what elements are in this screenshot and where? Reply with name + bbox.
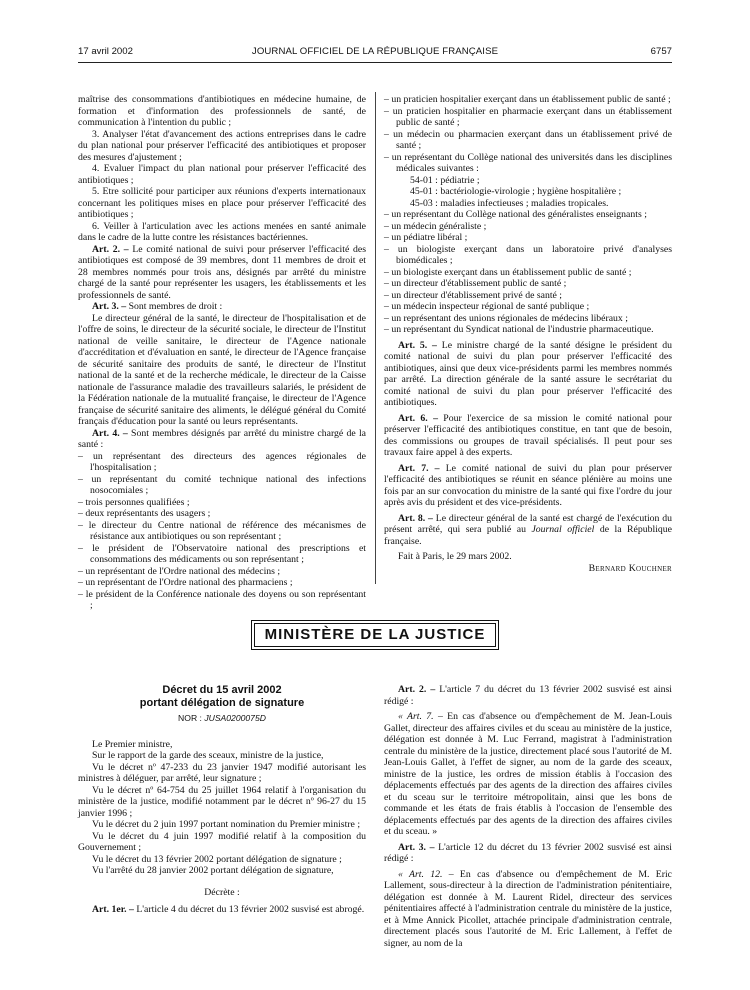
article-5 (384, 340, 672, 409)
list-item: – un représentant du Collège national des universités dans les disciplines médicales suivantes : (384, 151, 672, 174)
article-text: Pour l'exercice de sa mission le comité national pour préserver l'efficacité des antibiotiques constitue, en tant que de besoin, des commissions ou groupes de travail spécialisés. Il peut pour ses travaux faire appel à des experts. (384, 412, 672, 458)
list-item: – un représentant des unions régionales de médecins libéraux ; (384, 312, 628, 324)
article-6 (384, 413, 672, 459)
quoted-article-label: « Art. 12. – (398, 868, 454, 880)
list-item: – un biologiste exerçant dans un établissement public de santé ; (384, 266, 632, 278)
article-1 (78, 904, 366, 916)
quoted-article-label: « Art. 7. – (398, 711, 443, 722)
nor-code: JUSA0200075D (204, 713, 266, 723)
visa-item: Vu le décret du 2 juin 1997 portant nomination du Premier ministre ; (92, 819, 361, 830)
visa-item: Sur le rapport de la garde des sceaux, ministre de la justice, (92, 750, 324, 761)
visa-item: Vu l'arrêté du 28 janvier 2002 portant délégation de signature, (92, 865, 334, 876)
visa-item: Vu le décret nº 47-233 du 23 janvier 1947 modifié autorisant les ministres à déléguer, par arrêté, leur signature ; (78, 761, 366, 784)
article-text: Sont membres de droit : (126, 301, 223, 312)
article-2 (78, 244, 366, 302)
visa-item: Vu le décret du 4 juin 1997 modifié relatif à la composition du Gouvernement ; (78, 830, 366, 853)
decree-title: Décret du 15 avril 2002 (162, 684, 282, 696)
article-label: Art. 8. – (398, 512, 433, 524)
quoted-article-text: En cas d'absence ou d'empêchement de M. Eric Lallement, sous-directeur à la direction de l'administration pénitentiaire, délégation est donnée à M. Laurent Ridel, directeur des services pénitentiaires affecté à l'administration centrale du ministère de la justice, et à Mme Annick Picollet, attachée principale d'administration centrale, directement placés sous l'autorité de M. Eric Lallement, à l'effet de signer, au nom de la (384, 868, 672, 949)
list-item: – trois personnes qualifiées ; (78, 496, 190, 508)
list-item: – un représentant du Syndicat national de l'industrie pharmaceutique. (384, 324, 654, 335)
visa-item: Le Premier ministre, (92, 738, 173, 750)
decrete-heading: Décrète : (204, 886, 240, 898)
list-item: – un représentant des directeurs des agences régionales de l'hospitalisation ; (78, 450, 366, 473)
signing-place-date: Fait à Paris, le 29 mars 2002. (398, 551, 512, 562)
list-item: – un médecin ou pharmacien exerçant dans un établissement privé de santé ; (384, 128, 672, 151)
header-journal-title: JOURNAL OFFICIEL DE LA RÉPUBLIQUE FRANÇAISE (251, 46, 499, 57)
visa-item: Vu le décret du 13 février 2002 portant délégation de signature ; (92, 853, 342, 865)
list-item: – le directeur du Centre national de référence des mécanismes de résistance aux antibiotiques ou son représentant ; (78, 519, 366, 542)
list-item: – un directeur d'établissement public de santé ; (384, 278, 567, 289)
ministry-heading (251, 620, 499, 650)
paragraph: 4. Evaluer l'impact du plan national pour préserver l'efficacité des antibiotiques ; (78, 163, 366, 186)
discipline-item: 45-01 : bactériologie-virologie ; hygiène hospitalière ; (410, 186, 622, 197)
list-item: – deux représentants des usagers ; (78, 508, 211, 519)
nor-label: NOR : (178, 713, 205, 723)
list-item: – un pédiatre libéral ; (384, 232, 468, 243)
list-item: – un représentant du comité technique national des infections nosocomiales ; (78, 473, 366, 496)
paragraph: 6. Veiller à l'articulation avec les actions menées en santé animale dans le cadre de la lutte contre les résistances bactériennes. (78, 220, 366, 243)
top-right-column (384, 94, 672, 574)
list-item: – le président de la Conférence nationale des doyens ou son représentant ; (78, 588, 366, 611)
paragraph: Le directeur général de la santé, le directeur de l'hospitalisation et de l'offre de soins, le directeur de la sécurité sociale, le directeur de l'Institut national de veille sanitaire, le directeur de l'Agence nationale d'accréditation et d'évaluation en santé, le directeur de l'Agence française de sécurité sanitaire des produits de santé, le directeur de l'Institut national de la santé et de la recherche médicale, le directeur de la Caisse nationale de l'assurance maladie des travailleurs salariés, le président de la Fédération nationale de la mutualité française, le directeur de l'Agence française de sécurité sanitaire des aliments, le délégué général du Comité français d'éducation pour la santé ou leurs représentants. (78, 312, 366, 427)
list-item: – un représentant du Collège national des généralistes enseignants ; (384, 209, 647, 220)
list-item: – un médecin généraliste ; (384, 220, 487, 232)
article-label: Art. 4. – (92, 427, 128, 439)
article-label: Art. 6. – (398, 412, 438, 424)
header-rule (78, 62, 672, 63)
list-item: – un biologiste exerçant dans un laboratoire privé d'analyses biomédicales ; (384, 243, 672, 266)
article-label: Art. 3. – (92, 301, 127, 312)
decree-subtitle: portant délégation de signature (139, 696, 305, 709)
bottom-left-column (78, 684, 366, 916)
article-text: L'article 12 du décret du 13 février 2002 susvisé est ainsi rédigé : (384, 841, 672, 864)
article-text: Le directeur général de la santé est chargé de l'exécution du présent arrêté, qui sera publié au (384, 512, 672, 535)
list-item: – un praticien hospitalier en pharmacie exerçant dans un établissement public de santé ; (384, 105, 672, 128)
signatory-name: Bernard Kouchner (588, 562, 672, 574)
bottom-right-column (384, 684, 672, 949)
article-7 (384, 463, 672, 509)
list-item: – un directeur d'établissement privé de santé ; (384, 289, 563, 301)
paragraph: 5. Etre sollicité pour participer aux réunions d'experts internationaux concernant les politiques mises en place pour préserver l'efficacité des antibiotiques ; (78, 186, 366, 220)
quoted-article-text: En cas d'absence ou d'empêchement de M. Jean-Louis Gallet, directeur des affaires civiles et du sceau au ministère de la justice, délégation est donnée à M. Luc Ferrand, magistrat à l'administration centrale du ministère de la justice, directement placé sous l'autorité de M. Jean-Louis Gallet, à l'effet de signer, au nom de la garde des sceaux, ministre de la justice, les ordres de mission établis à l'occasion des déplacements effectués par des agents de la direction des affaires civiles et du sceau sur le territoire métropolitain, ainsi que les bons de commande et les états de frais établis à l'occasion de l'ensemble des déplacements effectués par des agents de la direction des affaires civiles et du sceau. » (384, 711, 672, 837)
article-text: Le comité national de suivi du plan pour préserver l'efficacité des antibiotiques se réunit en séance plénière au moins une fois par an sur convocation du ministre de la santé qui fixe l'ordre du jour après avis du président et des vice-présidents. (384, 462, 673, 508)
top-left-column (78, 94, 366, 612)
article-text: Le ministre chargé de la santé désigne le président du comité national de suivi du plan pour préserver l'efficacité des antibiotiques, ainsi que deux vice-présidents parmi les membres nommés par arrêté. La direction générale de la santé assure le secrétariat du comité national de suivi du plan pour préserver l'efficacité des antibiotiques. (384, 339, 672, 408)
ministry-title: MINISTÈRE DE LA JUSTICE (264, 626, 486, 643)
quoted-article-12 (384, 869, 672, 950)
visa-item: Vu le décret nº 64-754 du 25 juillet 1964 relatif à l'organisation du ministère de la justice, modifié notamment par le décret nº 96-27 du 15 janvier 1996 ; (78, 784, 366, 819)
list-item: – un praticien hospitalier exerçant dans un établissement public de santé ; (384, 94, 671, 105)
journal-name: Journal officiel (531, 524, 595, 535)
article-text: de la République française. (384, 524, 672, 547)
column-divider (375, 92, 376, 584)
list-item: – un représentant de l'Ordre national des médecins ; (78, 565, 281, 577)
header-page-number: 6757 (650, 46, 672, 57)
article-8 (384, 513, 672, 548)
discipline-item: 54-01 : pédiatrie ; (410, 174, 480, 186)
article-label: Art. 5. – (398, 339, 437, 351)
article-text: Sont membres désignés par arrêté du ministre chargé de la santé : (78, 427, 366, 450)
header-date: 17 avril 2002 (78, 46, 133, 57)
article-label: Art. 2. – (398, 684, 436, 695)
article-3 (384, 842, 672, 865)
quoted-article-7 (384, 711, 672, 838)
article-3 (78, 301, 366, 313)
paragraph: maîtrise des consommations d'antibiotiques en médecine humaine, de formation et d'information des professionnels de santé, de communication à l'intention du public ; (78, 94, 366, 128)
article-text: L'article 7 du décret du 13 février 2002 susvisé est ainsi rédigé : (384, 684, 672, 707)
article-label: Art. 1er. – (92, 904, 134, 915)
article-text: Le comité national de suivi pour préserver l'efficacité des antibiotiques est composé de 39 membres, dont 11 membres de droit et 28 membres nommés pour trois ans, désignés par arrêté du ministre chargé de la santé pour représenter les usagers, les établissements et les professionnels de santé. (78, 243, 366, 301)
list-item: – un représentant de l'Ordre national des pharmaciens ; (78, 577, 293, 588)
discipline-item: 45-03 : maladies infectieuses ; maladies tropicales. (410, 197, 609, 209)
paragraph: 3. Analyser l'état d'avancement des actions entreprises dans le cadre du plan national pour préserver l'efficacité des antibiotiques et proposer des mesures d'ajustement ; (78, 128, 366, 163)
article-label: Art. 3. – (398, 841, 435, 853)
list-item: – un médecin inspecteur régional de santé publique ; (384, 301, 590, 312)
article-4 (78, 428, 366, 451)
nor-reference (78, 713, 366, 725)
article-label: Art. 2. – (92, 243, 129, 255)
article-text: L'article 4 du décret du 13 février 2002 susvisé est abrogé. (133, 904, 365, 915)
article-2 (384, 684, 672, 707)
article-label: Art. 7. – (398, 462, 440, 474)
list-item: – le président de l'Observatoire national des prescriptions et consommations des médicaments ou son représentant ; (78, 542, 366, 565)
page-header (78, 46, 672, 60)
